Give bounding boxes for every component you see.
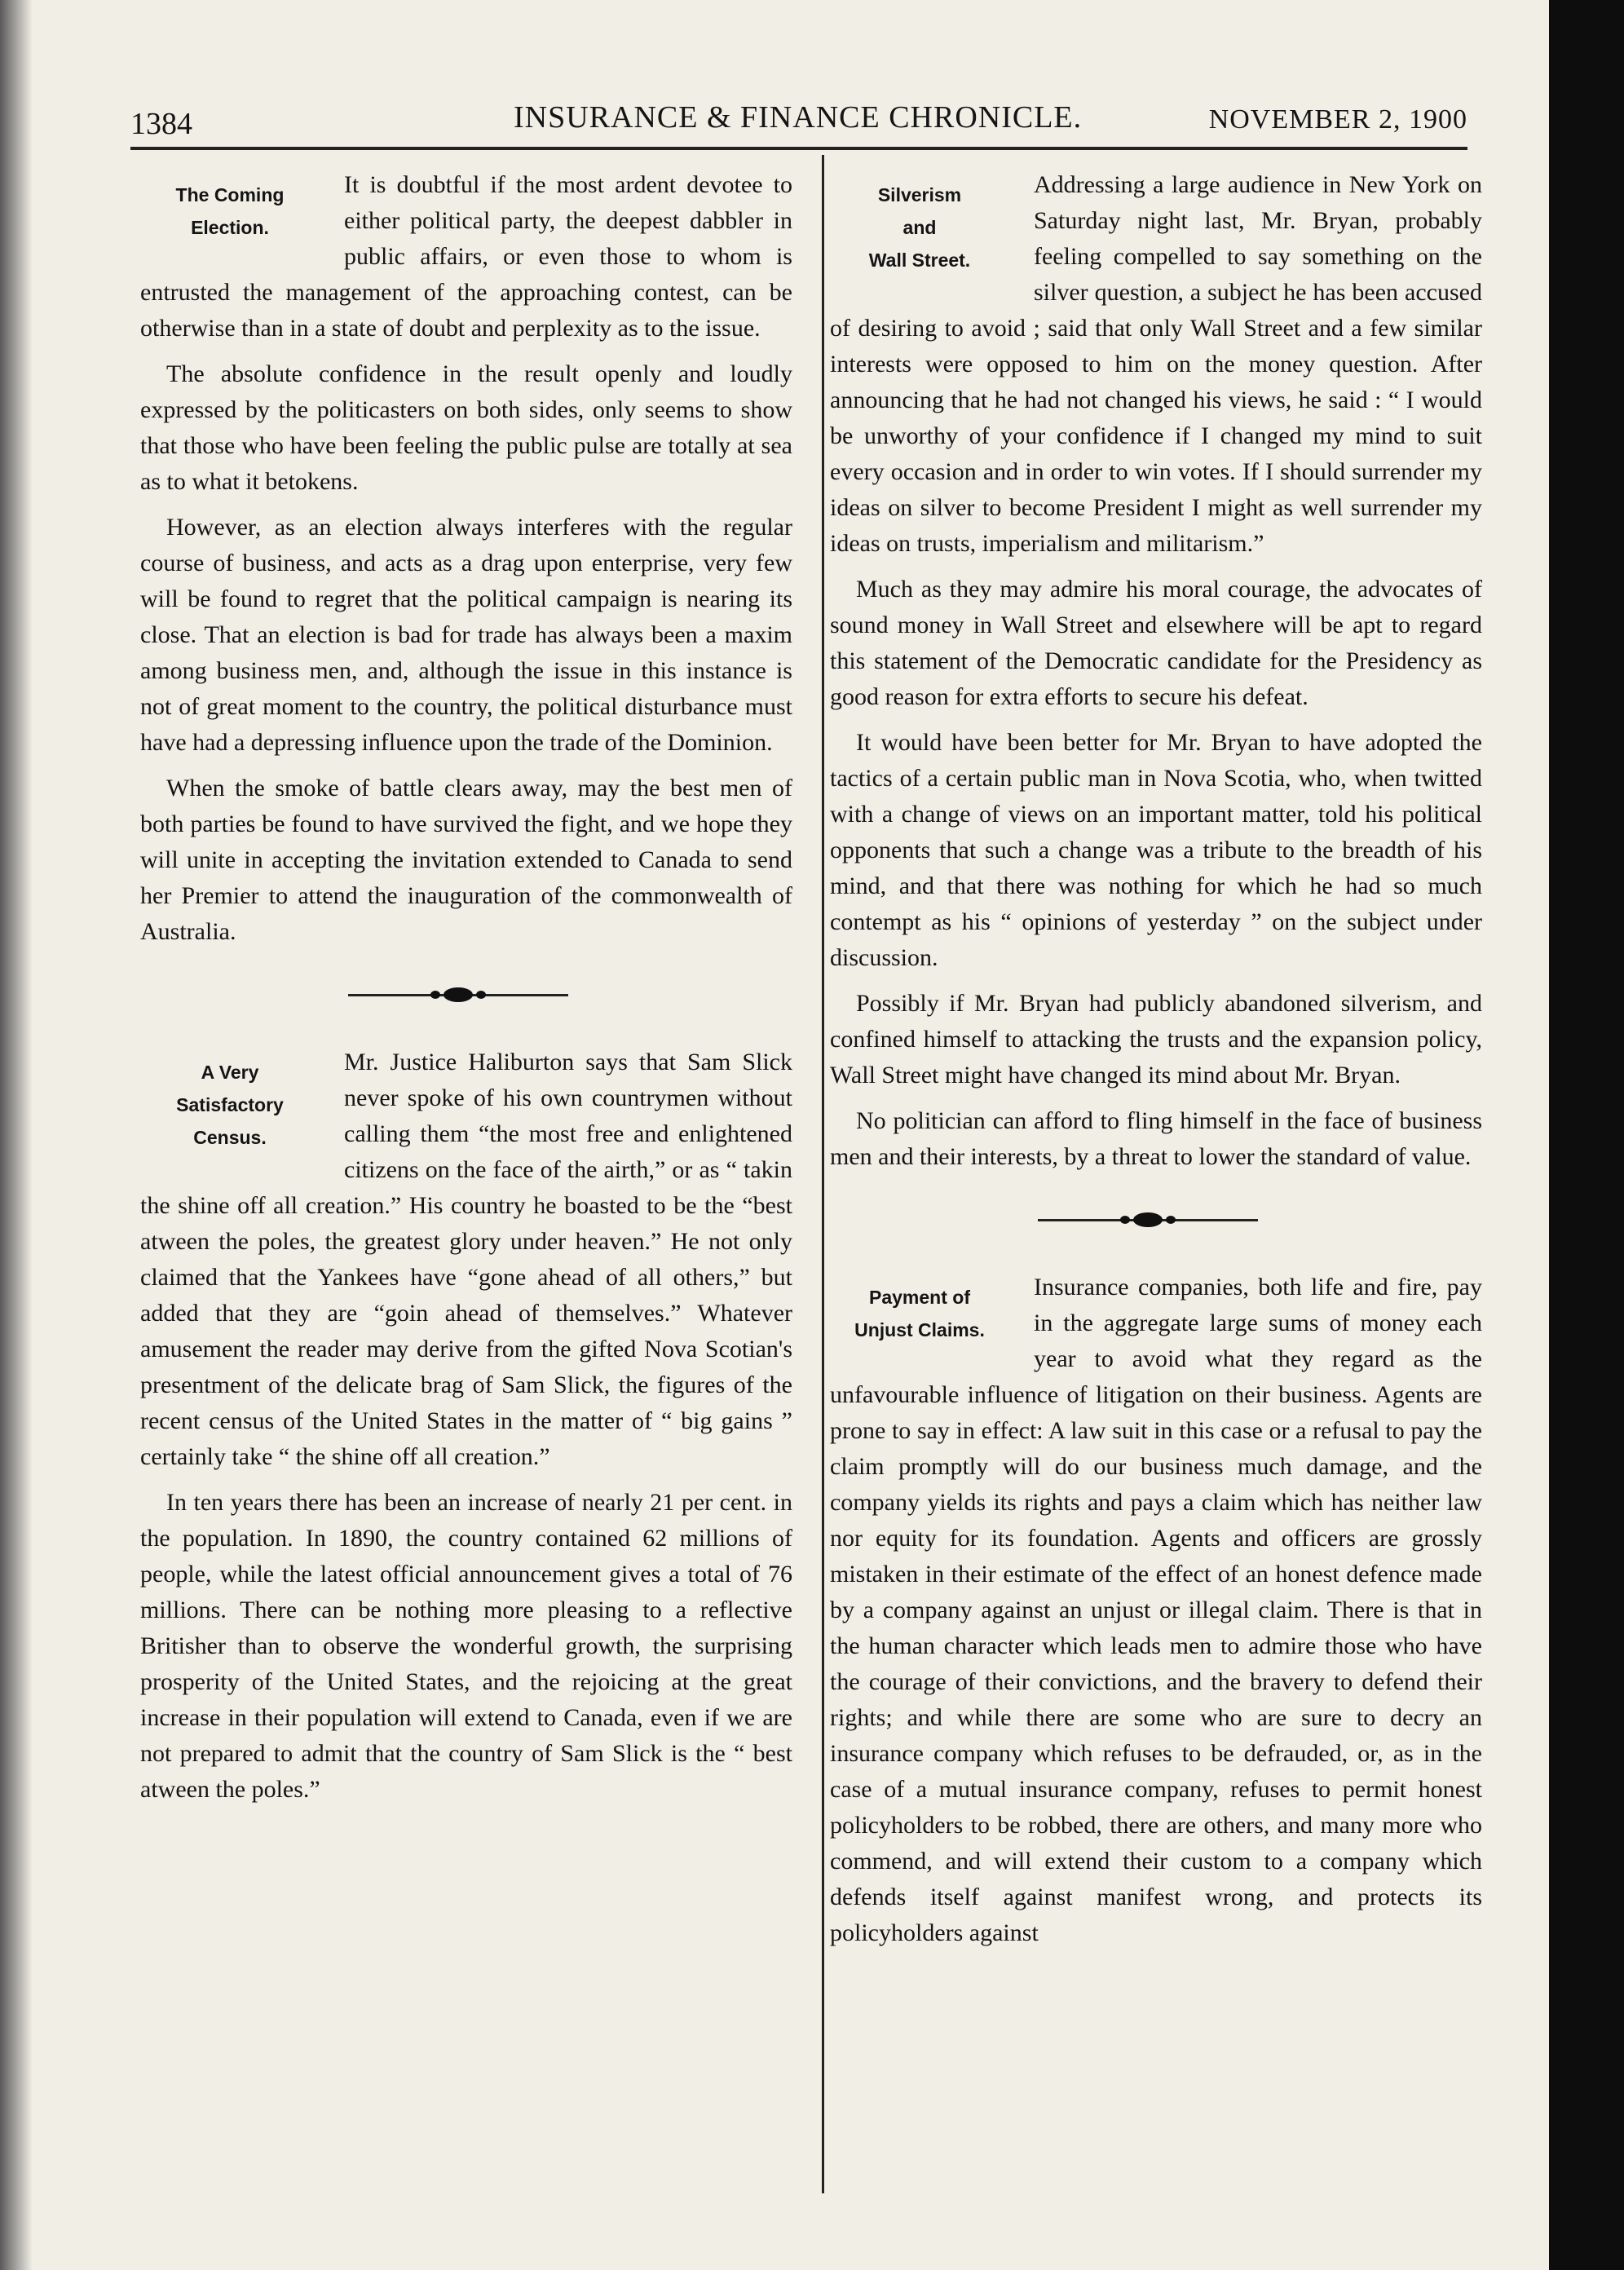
- sidehead-line: Payment of: [869, 1287, 970, 1308]
- page-header: [130, 99, 1467, 148]
- sidehead-coming-election: [140, 179, 320, 244]
- sidehead-unjust-claims: [830, 1281, 1009, 1346]
- sidehead-line: Election.: [191, 217, 269, 238]
- paragraph: When the smoke of battle clears away, may the best men of both parties be found to have survived the fight, and we hope they will unite in accepting the invitation extended to Canada to send her Premier to attend the inauguration of the commonwealth of Australia.: [140, 775, 792, 945]
- page-edge-shadow: [0, 0, 33, 2270]
- sidehead-line: Wall Street.: [868, 250, 971, 271]
- paragraph: Possibly if Mr. Bryan had publicly abandoned silverism, and confined himself to attacking the trusts and the expansion policy, Wall Street might have changed its mind about Mr. Bryan.: [830, 990, 1482, 1089]
- paragraph: No politician can afford to fling himself in the face of business men and their interests, by a threat to lower the standard of value.: [830, 1107, 1482, 1170]
- header-rule: [130, 147, 1467, 150]
- ornament-dot: [430, 991, 440, 999]
- paragraph: The absolute confidence in the result openly and loudly expressed by the politicasters on both sides, only seems to show that those who have been feeling the public pulse are totally at sea as to what it betokens.: [140, 360, 792, 495]
- ornament-dot: [476, 991, 486, 999]
- paragraph: It would have been better for Mr. Bryan to have adopted the tactics of a certain public man in Nova Scotia, who, when twitted with a change of views on an important matter, told his political opponents that such a change was a tribute to the breadth of his mind, and that there was nothing for which he had so much contempt as his “ opinions of yesterday ” on the subject under discussion.: [830, 729, 1482, 971]
- paragraph: It is doubtful if the most ardent devotee to either political party, the deepest dabbler in public affairs, or even those to whom is entrusted the management of the approaching contest, can be otherwise than in a state of doubt and perplexity as to the issue.: [140, 171, 792, 342]
- sidehead-line: Satisfactory: [176, 1094, 284, 1115]
- left-column: [140, 167, 792, 1817]
- issue-date: NOVEMBER 2, 1900: [1208, 104, 1467, 135]
- sidehead-silverism: [830, 179, 1009, 276]
- section-ornament: [830, 1196, 1482, 1245]
- paragraph: Much as they may admire his moral courage, the advocates of sound money in Wall Street and elsewhere will be apt to regard this statement of the Democratic candidate for the Presidency as good reason for extra efforts to secure his defeat.: [830, 576, 1482, 710]
- ornament-dot: [1166, 1216, 1176, 1224]
- article-silverism: [830, 167, 1482, 1175]
- article-census: [140, 1044, 792, 1808]
- right-column: [830, 167, 1482, 1961]
- article-unjust-claims: [830, 1270, 1482, 1951]
- section-ornament: [140, 971, 792, 1020]
- page-number: 1384: [130, 107, 192, 141]
- column-divider: [822, 155, 824, 2193]
- ornament-diamond: [444, 987, 473, 1002]
- sidehead-line: Unjust Claims.: [854, 1319, 985, 1340]
- sidehead-line: and: [902, 217, 937, 238]
- paragraph: In ten years there has been an increase of nearly 21 per cent. in the population. In 1890, the country contained 62 millions of people, while the latest official announcement gives a total of 76 millions. There can be nothing more pleasing to a reflective Britisher than to observe the wonderful growth, the surprising prosperity of the United States, and the rejoicing at the great increase in their population will extend to Canada, even if we are not prepared to admit that the country of Sam Slick is the “ best atween the poles.”: [140, 1489, 792, 1803]
- paragraph: Mr. Justice Haliburton says that Sam Slick never spoke of his own countrymen without calling them “the most free and enlightened citizens on the face of the airth,” or as “ takin the shine off all creation.” His country he boasted to be the “best atween the poles, the greatest glory under heaven.” He not only claimed that the Yankees have “gone ahead of all others,” but added that they are “goin ahead of themselves.” Whatever amusement the reader may derive from the gifted Nova Scotian's presentment of the delicate brag of Sam Slick, the figures of the recent census of the United States in the matter of “ big gains ” certainly take “ the shine off all creation.”: [140, 1049, 792, 1470]
- sidehead-line: A Very: [201, 1062, 259, 1083]
- publication-title: INSURANCE & FINANCE CHRONICLE.: [514, 100, 1083, 135]
- paragraph: However, as an election always interferes with the regular course of business, and acts as a drag upon enterprise, very few will be found to regret that the political campaign is nearing its close. That an election is bad for trade has always been a maxim among business men, and, although the issue in this instance is not of great moment to the country, the political disturbance must have had a depressing influence upon the trade of the Dominion.: [140, 514, 792, 756]
- paragraph: Addressing a large audience in New York on Saturday night last, Mr. Bryan, probably feeling compelled to say something on the silver question, a subject he has been accused of desiring to avoid ; said that only Wall Street and a few similar interests were opposed to him on the money question. After announcing that he had not changed his views, he said : “ I would be unworthy of your confidence if I changed my mind to suit every occasion and in order to win votes. If I should surrender my ideas on silver to become President I might as well surrender my ideas on trusts, imperialism and militarism.”: [830, 171, 1482, 557]
- sidehead-line: Silverism: [877, 184, 962, 205]
- article-coming-election: [140, 167, 792, 950]
- sidehead-line: Census.: [193, 1127, 267, 1148]
- binding-spine: [1549, 0, 1624, 2270]
- paragraph: Insurance companies, both life and fire, pay in the aggregate large sums of money each year to avoid what they regard as the unfavourable influence of litigation on their business. Agents are prone to say in effect: A law suit in this case or a refusal to pay the claim promptly will do our business much damage, and the company yields its rights and pays a claim which has neither law nor equity for its foundation. Agents and officers are grossly mistaken in their estimate of the effect of an honest defence made by a company against an unjust or illegal claim. There is that in the human character which leads men to admire those who have the courage of their convictions, and the bravery to defend their rights; and while there are some who are sure to decry an insurance company which refuses to be defrauded, or, as in the case of a mutual insurance company, refuses to permit honest policyholders to be robbed, there are others, and many more who commend, and will extend their custom to a company which defends itself against manifest wrong, and protects its policyholders against: [830, 1274, 1482, 1946]
- ornament-diamond: [1133, 1212, 1163, 1227]
- sidehead-census: [140, 1056, 320, 1154]
- sidehead-line: The Coming: [175, 184, 285, 205]
- ornament-dot: [1120, 1216, 1130, 1224]
